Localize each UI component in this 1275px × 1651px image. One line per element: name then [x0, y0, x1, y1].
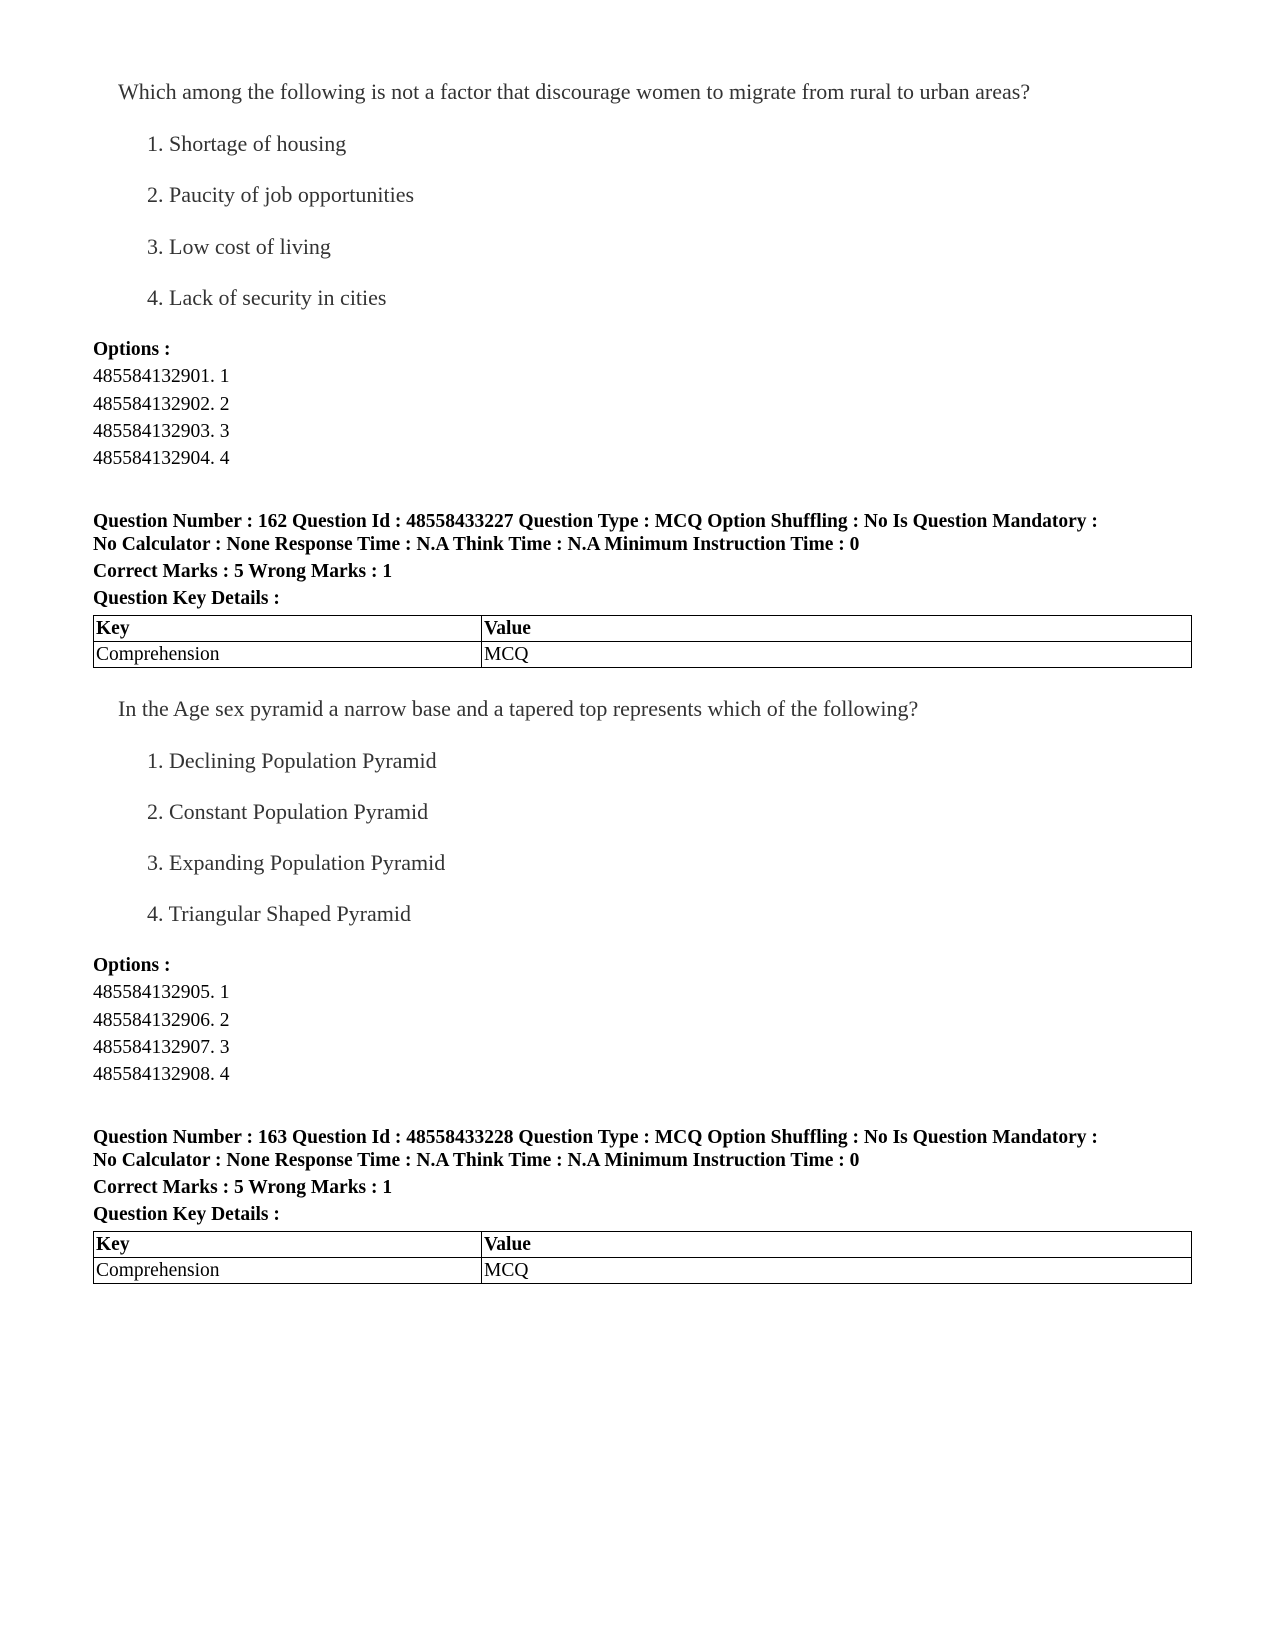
option-item: 485584132905. 1 — [93, 982, 230, 1003]
question-meta-line1: Question Number : 163 Question Id : 48558433228 Question Type : MCQ Option Shuffling : No Is Question Mandatory : — [93, 1127, 1098, 1148]
question-text: Which among the following is not a factor that discourage women to migrate from rural to urban areas? — [118, 79, 1031, 104]
question-marks: Correct Marks : 5 Wrong Marks : 1 — [93, 1177, 393, 1198]
table-cell-value: MCQ — [482, 1258, 1192, 1284]
option-item: 485584132901. 1 — [93, 366, 230, 387]
question-meta-line2: No Calculator : None Response Time : N.A Think Time : N.A Minimum Instruction Time : 0 — [93, 1150, 860, 1171]
choice-item: 1. Shortage of housing — [147, 131, 347, 156]
question-meta-line2: No Calculator : None Response Time : N.A Think Time : N.A Minimum Instruction Time : 0 — [93, 534, 860, 555]
key-details-label: Question Key Details : — [93, 588, 280, 609]
choice-item: 4. Triangular Shaped Pyramid — [147, 901, 411, 926]
table-header-key: Key — [94, 616, 482, 642]
options-label: Options : — [93, 955, 171, 976]
table-row — [94, 1258, 1192, 1284]
table-header-value: Value — [482, 1232, 1192, 1258]
key-details-table — [93, 615, 1192, 668]
choice-item: 3. Expanding Population Pyramid — [147, 850, 446, 875]
choice-item: 2. Constant Population Pyramid — [147, 799, 429, 824]
options-label: Options : — [93, 339, 171, 360]
option-item: 485584132908. 4 — [93, 1064, 230, 1085]
option-item: 485584132902. 2 — [93, 394, 230, 415]
question-meta-line1: Question Number : 162 Question Id : 48558433227 Question Type : MCQ Option Shuffling : No Is Question Mandatory : — [93, 511, 1098, 532]
choice-item: 3. Low cost of living — [147, 234, 331, 259]
question-text: In the Age sex pyramid a narrow base and a tapered top represents which of the following? — [118, 696, 919, 721]
table-row — [94, 642, 1192, 668]
choice-item: 2. Paucity of job opportunities — [147, 182, 415, 207]
key-details-label: Question Key Details : — [93, 1204, 280, 1225]
question-marks: Correct Marks : 5 Wrong Marks : 1 — [93, 561, 393, 582]
choice-item: 4. Lack of security in cities — [147, 285, 387, 310]
table-header-key: Key — [94, 1232, 482, 1258]
option-item: 485584132904. 4 — [93, 448, 230, 469]
choice-item: 1. Declining Population Pyramid — [147, 748, 437, 773]
table-cell-key: Comprehension — [94, 1258, 482, 1284]
table-cell-value: MCQ — [482, 642, 1192, 668]
option-item: 485584132903. 3 — [93, 421, 230, 442]
option-item: 485584132906. 2 — [93, 1010, 230, 1031]
option-item: 485584132907. 3 — [93, 1037, 230, 1058]
table-header-value: Value — [482, 616, 1192, 642]
table-header-row — [94, 1232, 1192, 1258]
key-details-table — [93, 1231, 1192, 1284]
table-cell-key: Comprehension — [94, 642, 482, 668]
table-header-row — [94, 616, 1192, 642]
